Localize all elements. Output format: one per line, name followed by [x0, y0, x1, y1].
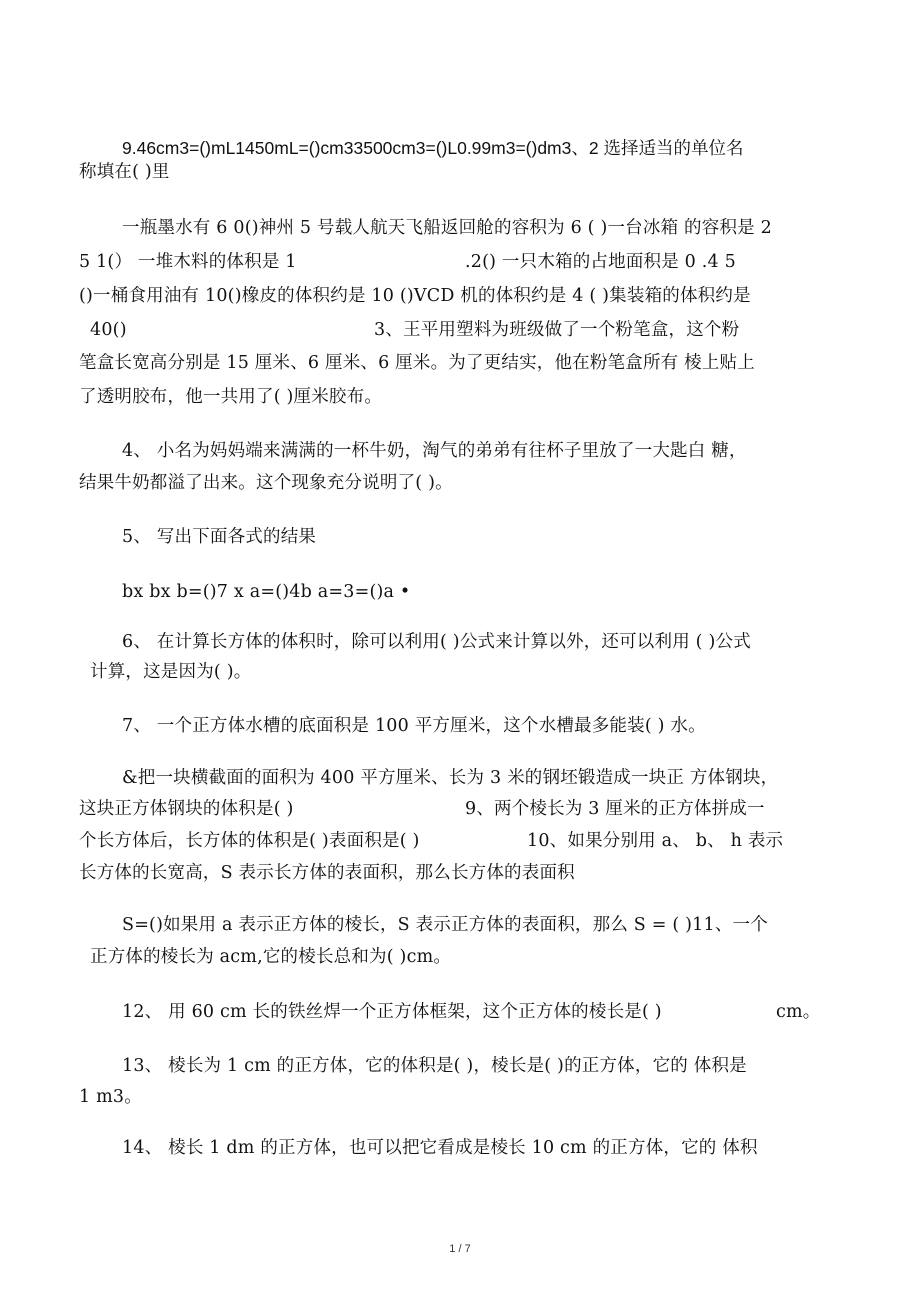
text-line: 9.46cm3=()mL1450mL=()cm33500cm3=()L0.99m3=()dm3、2 选择适当的单位名 — [122, 138, 744, 158]
text-line: 12、 用 60 cm 长的铁丝焊一个正方体框架，这个正方体的棱长是( ) — [122, 1002, 662, 1022]
text-line: .2() 一只木箱的占地面积是 0 .4 5 — [465, 252, 736, 272]
text-line: 结果牛奶都溢了出来。这个现象充分说明了( )。 — [79, 473, 453, 493]
text-line: 笔盒长宽高分别是 15 厘米、6 厘米、6 厘米。为了更结实，他在粉笔盒所有 棱上贴上 — [79, 353, 755, 373]
text-line: 计算，这是因为( )。 — [90, 662, 252, 682]
text-line: 40() — [90, 320, 127, 340]
text-line: &把一块横截面的面积为 400 平方厘米、长为 3 米的钢坯锻造成一块正 方体钢块， — [122, 768, 779, 788]
text-line: 一瓶墨水有 6 0()神州 5 号载人航天飞船返回舱的容积为 6 ( )一台冰箱 的容积是 2 — [122, 218, 772, 238]
text-line: 14、 棱长 1 dm 的正方体，也可以把它看成是棱长 10 cm 的正方体，它的 体积 — [122, 1138, 758, 1158]
text-line: 10、如果分别用 a、 b、 h 表示 — [527, 831, 784, 851]
text-line: ()一桶食用油有 10()橡皮的体积约是 10 ()VCD 机的体积约是 4 ( )集装箱的体积约是 — [79, 286, 751, 306]
text-line: 6、 在计算长方体的体积时，除可以利用( )公式来计算以外，还可以利用 ( )公式 — [122, 632, 751, 652]
text-line: 个长方体后，长方体的体积是( )表面积是( ) — [79, 831, 420, 851]
text-line: 了透明胶布，他一共用了( )厘米胶布。 — [79, 387, 383, 407]
text-line: 1 m3。 — [79, 1087, 142, 1107]
text-line: 4、 小名为妈妈端来满满的一杯牛奶，淘气的弟弟有往杯子里放了一大匙白 糖， — [122, 441, 747, 461]
text-line: 正方体的棱长为 acm,它的棱长总和为( )cm。 — [90, 947, 452, 967]
text-line: 13、 棱长为 1 cm 的正方体，它的体积是( )，棱长是( )的正方体，它的 体积是 — [122, 1056, 747, 1076]
text-line: cm。 — [776, 1002, 821, 1022]
text-line: 称填在( )里 — [79, 162, 170, 182]
text-line: 9、两个棱长为 3 厘米的正方体拼成一 — [465, 799, 765, 819]
text-line: 这块正方体钢块的体积是( ) — [79, 799, 294, 819]
text-line: S=()如果用 a 表示正方体的棱长，S 表示正方体的表面积，那么 S = ( )11、一个 — [122, 915, 768, 935]
text-line: 5、 写出下面各式的结果 — [122, 527, 317, 547]
page-number: 1 / 7 — [449, 1243, 471, 1255]
text-line: bx bx b=()7 x a=()4b a=3=()a • — [122, 582, 411, 602]
text-line: 7、 一个正方体水槽的底面积是 100 平方厘米，这个水槽最多能装( ) 水。 — [122, 716, 706, 736]
text-line: 3、王平用塑料为班级做了一个粉笔盒，这个粉 — [374, 320, 740, 340]
text-line: 长方体的长宽高，S 表示长方体的表面积，那么长方体的表面积 — [79, 863, 575, 883]
text-line: 5 1(） 一堆木料的体积是 1 — [79, 252, 297, 272]
